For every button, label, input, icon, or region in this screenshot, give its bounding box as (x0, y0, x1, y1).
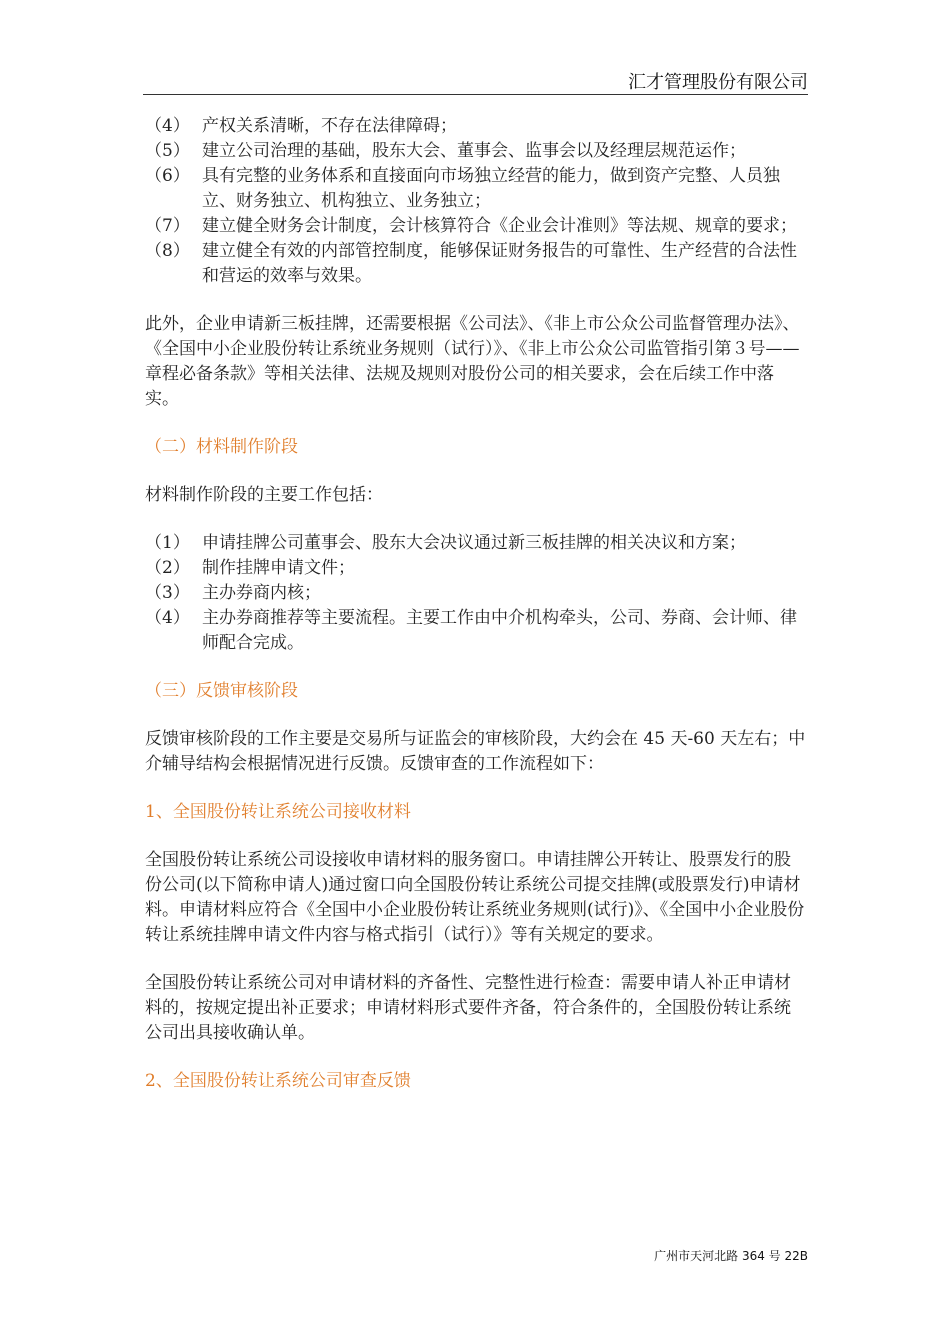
list-item-text: 具有完整的业务体系和直接面向市场独立经营的能力，做到资产完整、人员独立、财务独立、机构独立、业务独立； (202, 166, 780, 211)
paragraph-additional-requirements: 此外，企业申请新三板挂牌，还需要根据《公司法》、《非上市公众公司监督管理办法》、《全国中小企业股份转让系统业务规则（试行）》、《非上市公众公司监管指引第３号——章程必备条款》等相关法律、法规及规则对股份公司的相关要求，会在后续工作中落实。 (145, 314, 800, 409)
list-item (145, 556, 807, 581)
paragraph-feedback-intro: 反馈审核阶段的工作主要是交易所与证监会的审核阶段，大约会在 45 天-60 天左右；中介辅导结构会根据情况进行反馈。反馈审查的工作流程如下： (145, 729, 806, 774)
subsection-heading-review-feedback: 2、全国股份转让系统公司审查反馈 (145, 1071, 411, 1091)
list-item-number: （3） (145, 583, 190, 603)
list-item-text: 申请挂牌公司董事会、股东大会决议通过新三板挂牌的相关决议和方案； (202, 533, 746, 553)
list-item-text: 建立健全财务会计制度，会计核算符合《企业会计准则》等法规、规章的要求； (202, 216, 797, 236)
list-item-number: （4） (145, 116, 190, 136)
list-item-text: 主办券商内核； (202, 583, 321, 603)
subsection-heading-receive-materials: 1、全国股份转让系统公司接收材料 (145, 802, 411, 822)
list-item-number: （1） (145, 533, 190, 553)
document-body (145, 114, 807, 1094)
material-steps-list (145, 531, 807, 656)
list-item-number: （5） (145, 141, 190, 161)
paragraph-receive-window: 全国股份转让系统公司设接收申请材料的服务窗口。申请挂牌公开转让、股票发行的股份公司(以下简称申请人)通过窗口向全国股份转让系统公司提交挂牌(或股票发行)申请材料。申请材料应符合《全国中小企业股份转让系统业务规则(试行)》、《全国中小企业股份转让系统挂牌申请文件内容与格式指引（试行）》等有关规定的要求。 (145, 850, 805, 945)
list-item (145, 214, 807, 239)
list-item (145, 606, 807, 656)
list-item (145, 531, 807, 556)
section-heading-feedback-review: （三）反馈审核阶段 (145, 681, 298, 701)
footer-address: 广州市天河北路 364 号 22B (654, 1249, 808, 1263)
company-name: 汇才管理股份有限公司 (628, 72, 808, 93)
list-item (145, 581, 807, 606)
list-item-text: 主办券商推荐等主要流程。主要工作由中介机构牵头，公司、券商、会计师、律师配合完成。 (202, 608, 797, 653)
list-item (145, 114, 807, 139)
list-item (145, 139, 807, 164)
list-item-number: （6） (145, 166, 190, 186)
requirements-list (145, 114, 807, 289)
list-item (145, 164, 807, 214)
list-item-text: 建立公司治理的基础，股东大会、董事会、监事会以及经理层规范运作； (202, 141, 746, 161)
page-header (143, 66, 808, 95)
paragraph-completeness-check: 全国股份转让系统公司对申请材料的齐备性、完整性进行检查：需要申请人补正申请材料的，按规定提出补正要求；申请材料形式要件齐备，符合条件的，全国股份转让系统公司出具接收确认单。 (145, 973, 791, 1043)
list-item-number: （2） (145, 558, 190, 578)
list-item-text: 制作挂牌申请文件； (202, 558, 355, 578)
list-item (145, 239, 807, 289)
list-item-number: （7） (145, 216, 190, 236)
list-item-text: 产权关系清晰，不存在法律障碍； (202, 116, 457, 136)
list-item-text: 建立健全有效的内部管控制度，能够保证财务报告的可靠性、生产经营的合法性和营运的效率与效果。 (202, 241, 797, 286)
paragraph-material-intro: 材料制作阶段的主要工作包括： (145, 485, 383, 505)
section-heading-material-preparation: （二）材料制作阶段 (145, 437, 298, 457)
list-item-number: （8） (145, 241, 190, 261)
list-item-number: （4） (145, 608, 190, 628)
